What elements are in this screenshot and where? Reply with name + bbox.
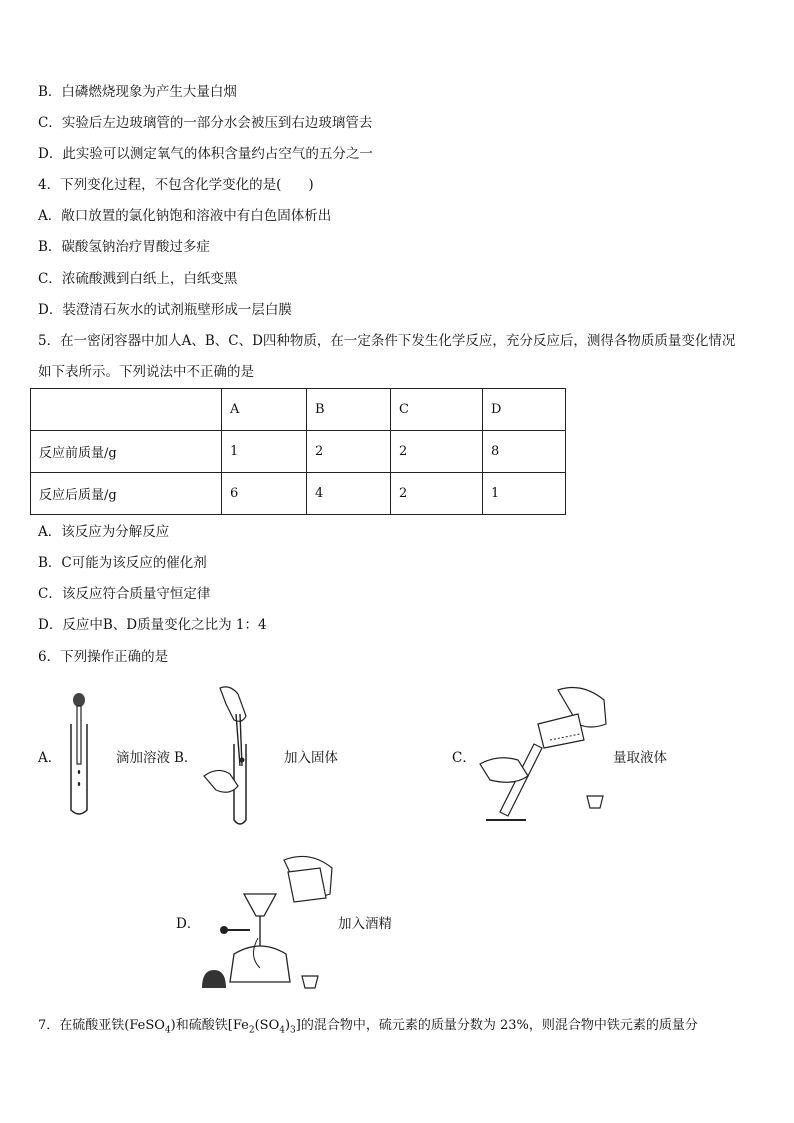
table-cell: 2 [307, 431, 391, 473]
q3-option-d: D．此实验可以测定氧气的体积含量约占空气的五分之一 [38, 146, 373, 162]
q4-option-a: A．敞口放置的氯化钠饱和溶液中有白色固体析出 [38, 208, 332, 224]
dropper-test-tube-illustration [62, 692, 96, 818]
table-cell: A [222, 389, 307, 431]
q7-stem: 7．在硫酸亚铁(FeSO$_4$)和硫酸铁$[Fe_2(SO_4)_3]$的混合物中，硫元素的质量分数为 23%，则混合物中铁元素的质量分 [38, 1018, 698, 1036]
ferric-sulfate-formula: $Fe_2(SO_4)_3$ [232, 1018, 296, 1036]
q7-middle: 和硫酸铁 [175, 1018, 228, 1033]
q5-option-c: C．该反应符合质量守恒定律 [38, 586, 211, 602]
q4-option-c: C．浓硫酸溅到白纸上，白纸变黑 [38, 271, 238, 287]
q5-stem-line2: 如下表所示。下列说法中不正确的是 [38, 364, 254, 380]
table-cell: 反应前质量/g [31, 431, 222, 473]
q3-option-b: B．白磷燃烧现象为产生大量白烟 [38, 84, 237, 100]
q6-option-c-text: 量取液体 [613, 750, 667, 766]
table-cell: 4 [307, 473, 391, 515]
q5-option-d: D．反应中B、D质量变化之比为 1：4 [38, 617, 267, 633]
table-cell: 8 [483, 431, 566, 473]
q5-option-a: A．该反应为分解反应 [38, 524, 170, 540]
table-cell: 6 [222, 473, 307, 515]
q6-option-c-letter: C． [452, 750, 476, 766]
q5-mass-table [30, 388, 566, 515]
q4-option-b: B．碳酸氢钠治疗胃酸过多症 [38, 239, 210, 255]
lamp-cap-icon [200, 968, 228, 990]
table-cell: 1 [483, 473, 566, 515]
table-row [31, 473, 566, 515]
q6-option-b-text: 加入固体 [284, 750, 338, 766]
q7-prefix: 7．在硫酸亚铁 [38, 1018, 125, 1033]
table-cell: 反应后质量/g [31, 473, 222, 515]
ferrous-sulfate-formula: FeSO$_4$ [129, 1018, 171, 1036]
table-cell: C [391, 389, 483, 431]
table-cell: B [307, 389, 391, 431]
table-cell: 1 [222, 431, 307, 473]
table-cell: 2 [391, 473, 483, 515]
q7-suffix: 的混合物中，硫元素的质量分数为 23%，则混合物中铁元素的质量分 [300, 1018, 698, 1033]
table-cell: D [483, 389, 566, 431]
q4-stem: 4．下列变化过程，不包含化学变化的是( ) [38, 177, 314, 193]
q6-stem: 6．下列操作正确的是 [38, 649, 169, 665]
q6-option-d-letter: D． [176, 916, 201, 932]
add-solid-illustration [200, 682, 266, 828]
table-cell [31, 389, 222, 431]
table-header-row [31, 389, 566, 431]
q5-option-b: B．C可能为该反应的催化剂 [38, 555, 207, 571]
q5-stem-line1: 5．在一密闭容器中加人A、B、C、D四种物质，在一定条件下发生化学反应，充分反应后，测得各物质质量变化情况 [38, 333, 736, 349]
stopper-icon [300, 974, 320, 990]
q6-option-a-text: 滴加溶液 [116, 750, 170, 766]
q6-option-a-letter: A． [38, 750, 62, 766]
q3-option-c: C．实验后左边玻璃管的一部分水会被压到右边玻璃管去 [38, 115, 373, 131]
table-row [31, 431, 566, 473]
table-cell: 2 [391, 431, 483, 473]
q4-option-d: D．装澄清石灰水的试剂瓶壁形成一层白膜 [38, 302, 292, 318]
q6-option-b-letter: B． [174, 750, 198, 766]
stopper-icon [585, 794, 605, 810]
q6-option-d-text: 加入酒精 [338, 916, 392, 932]
